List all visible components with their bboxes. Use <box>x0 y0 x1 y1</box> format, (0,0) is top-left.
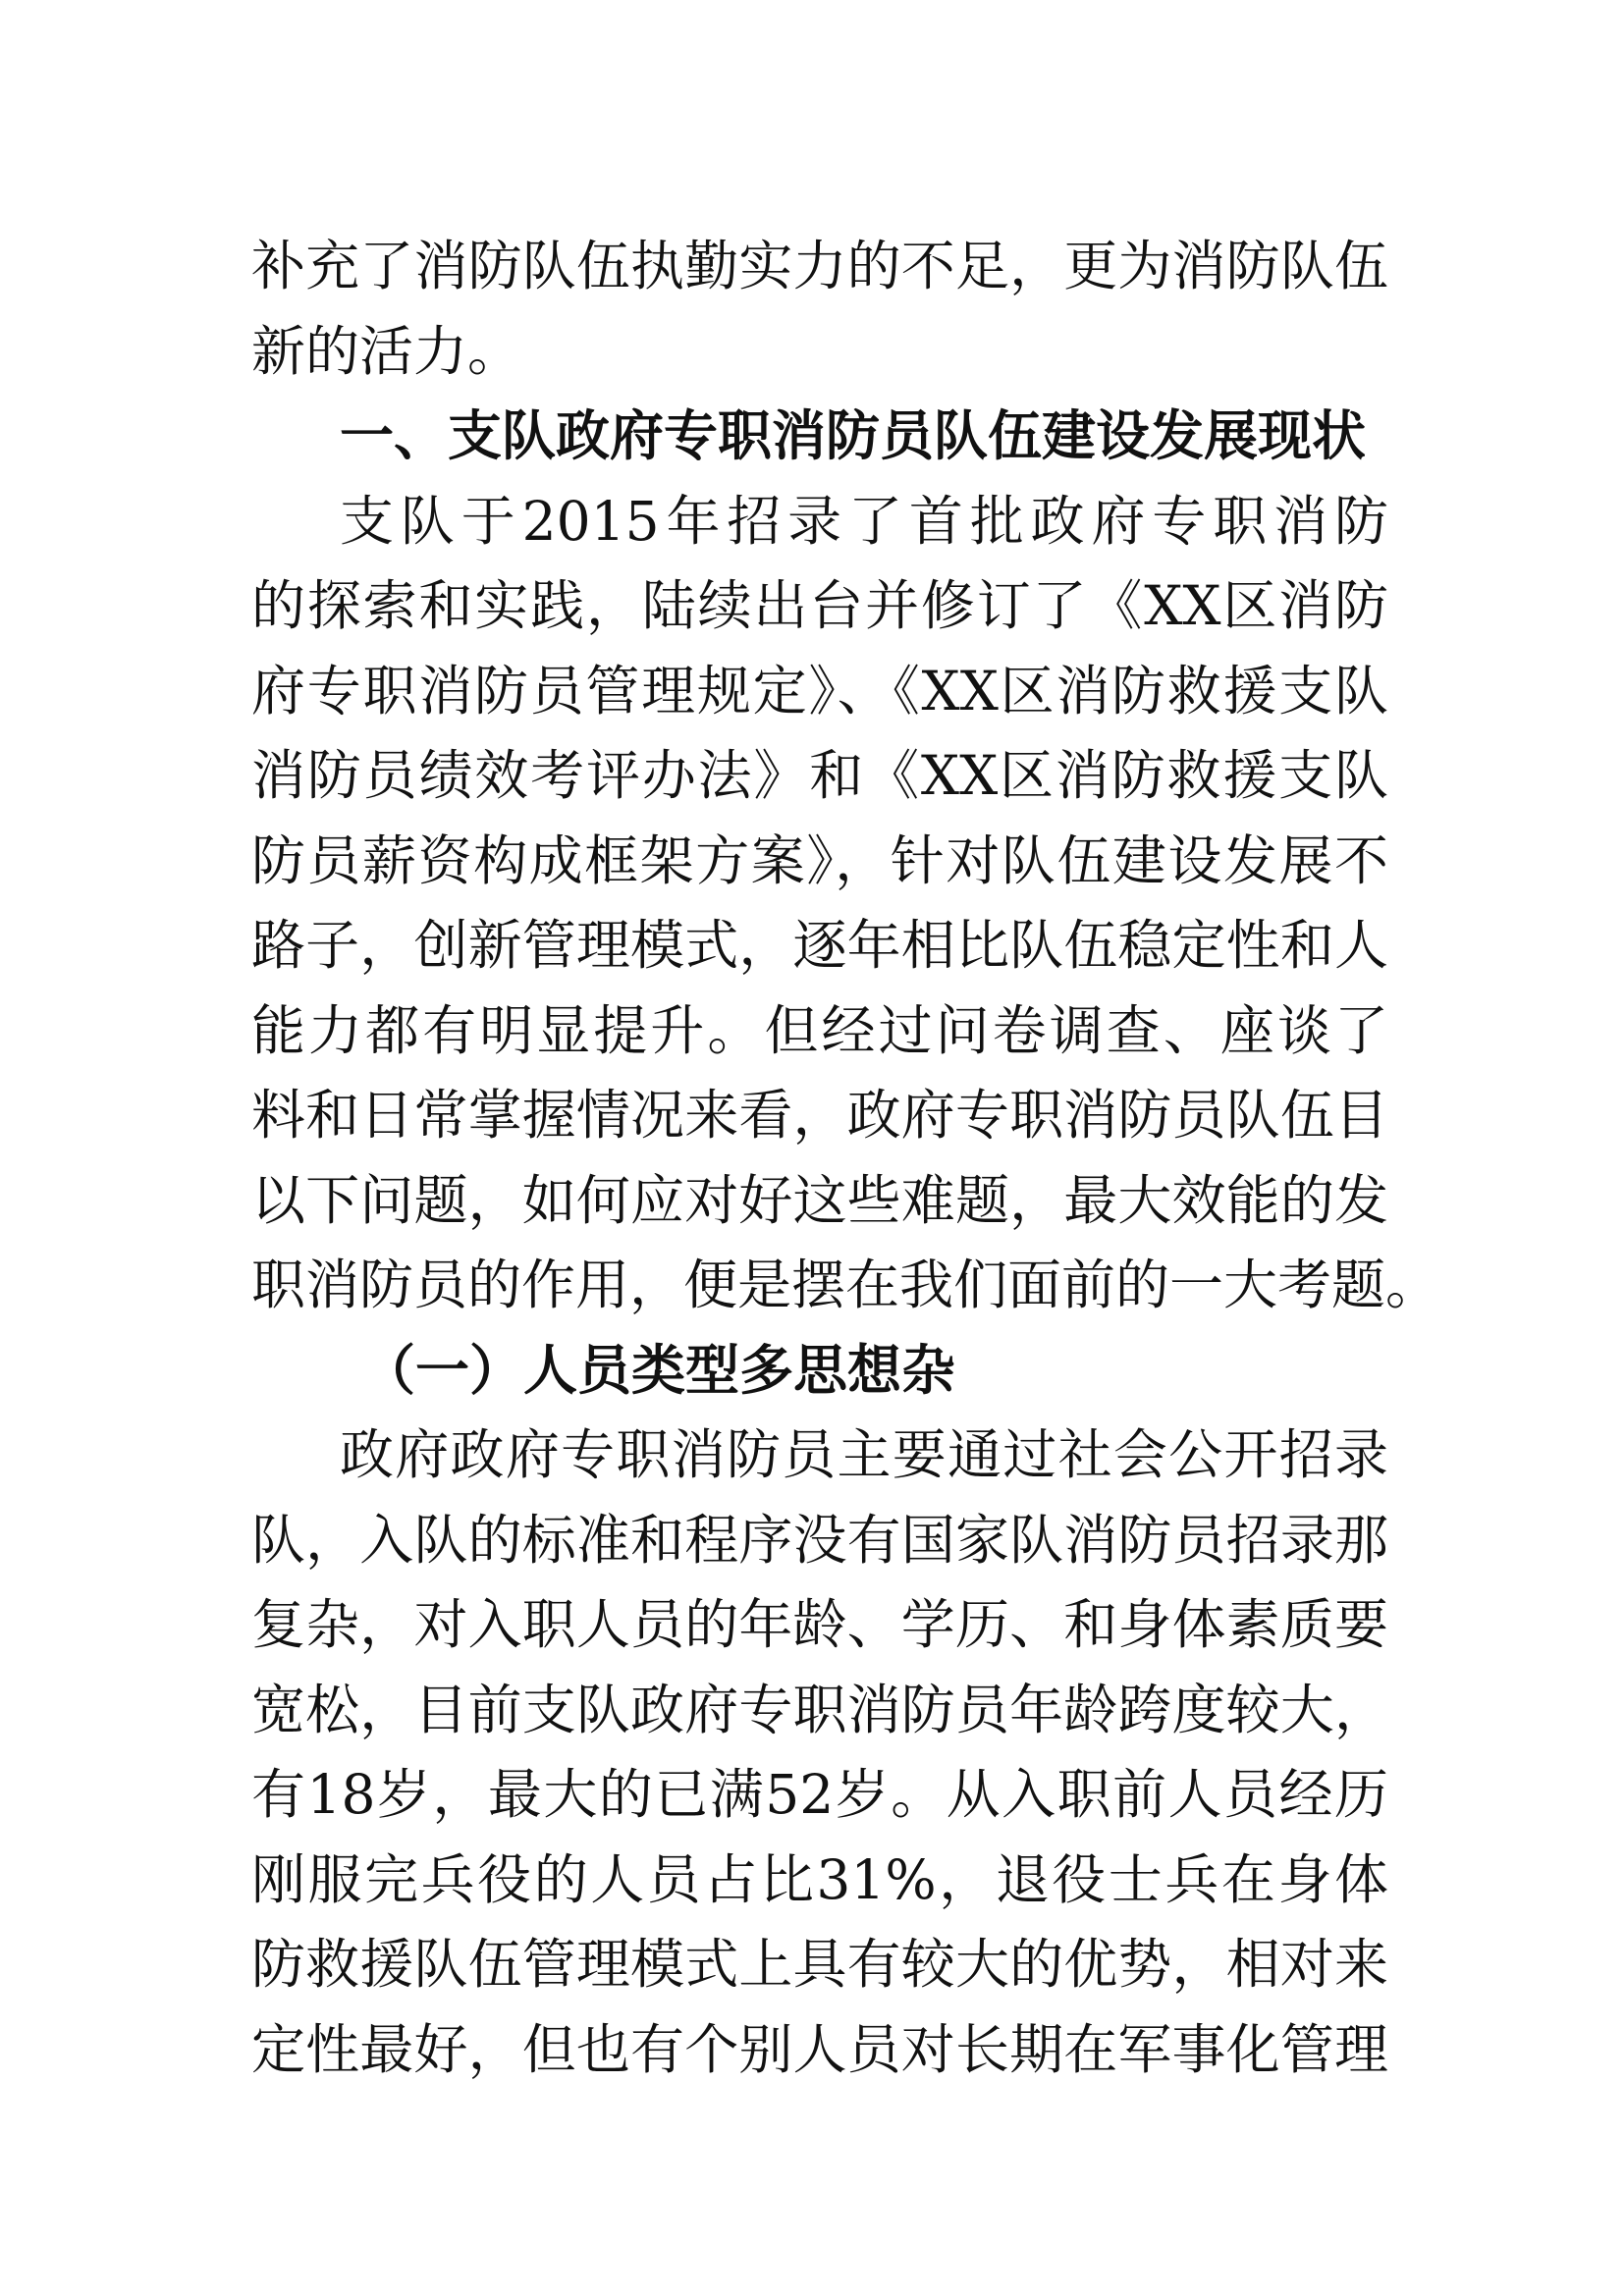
paragraph-line: 新的活力。 <box>251 319 522 383</box>
paragraph-line: 防员薪资构成框架方案》，针对队伍建设发展不 <box>251 828 1388 892</box>
paragraph-line: 防救援队伍管理模式上具有较大的优势，相对来 <box>251 1933 1388 1996</box>
paragraph-line: 刚服完兵役的人员占比31%，退役士兵在身体 <box>251 1847 1388 1911</box>
paragraph-line: 宽松，目前支队政府专职消防员年龄跨度较大， <box>251 1678 1388 1741</box>
paragraph-line: 有18岁，最大的已满52岁。从入职前人员经历 <box>251 1763 1388 1826</box>
paragraph-line: 政府政府专职消防员主要通过社会公开招录 <box>340 1423 1388 1486</box>
paragraph-line: 队，入队的标准和程序没有国家队消防员招录那 <box>251 1508 1388 1572</box>
document-page <box>251 224 1440 2092</box>
paragraph-line: 以下问题，如何应对好这些难题，最大效能的发 <box>251 1168 1388 1232</box>
paragraph-line: 的探索和实践，陆续出台并修订了《XX区消防 <box>251 574 1388 637</box>
paragraph-line: 复杂，对入职人员的年龄、学历、和身体素质要 <box>251 1593 1388 1656</box>
paragraph-line: 料和日常掌握情况来看，政府专职消防员队伍目 <box>251 1084 1388 1147</box>
paragraph-line: 补充了消防队伍执勤实力的不足，更为消防队伍 <box>251 235 1388 297</box>
section-heading: 一、支队政府专职消防员队伍建设发展现状 <box>340 404 1367 467</box>
paragraph-line: 定性最好，但也有个别人员对长期在军事化管理 <box>251 2017 1388 2081</box>
subsection-heading: （一）人员类型多思想杂 <box>361 1338 956 1402</box>
paragraph-line: 路子，创新管理模式，逐年相比队伍稳定性和人 <box>251 914 1388 977</box>
paragraph-line: 消防员绩效考评办法》和《XX区消防救援支队 <box>251 744 1388 807</box>
paragraph-line: 职消防员的作用，便是摆在我们面前的一大考题。 <box>251 1254 1440 1316</box>
paragraph-line: 府专职消防员管理规定》、《XX区消防救援支队 <box>251 659 1388 722</box>
paragraph-line: 支队于2015年招录了首批政府专职消防 <box>340 489 1388 553</box>
paragraph-line: 能力都有明显提升。但经过问卷调查、座谈了 <box>251 998 1388 1062</box>
